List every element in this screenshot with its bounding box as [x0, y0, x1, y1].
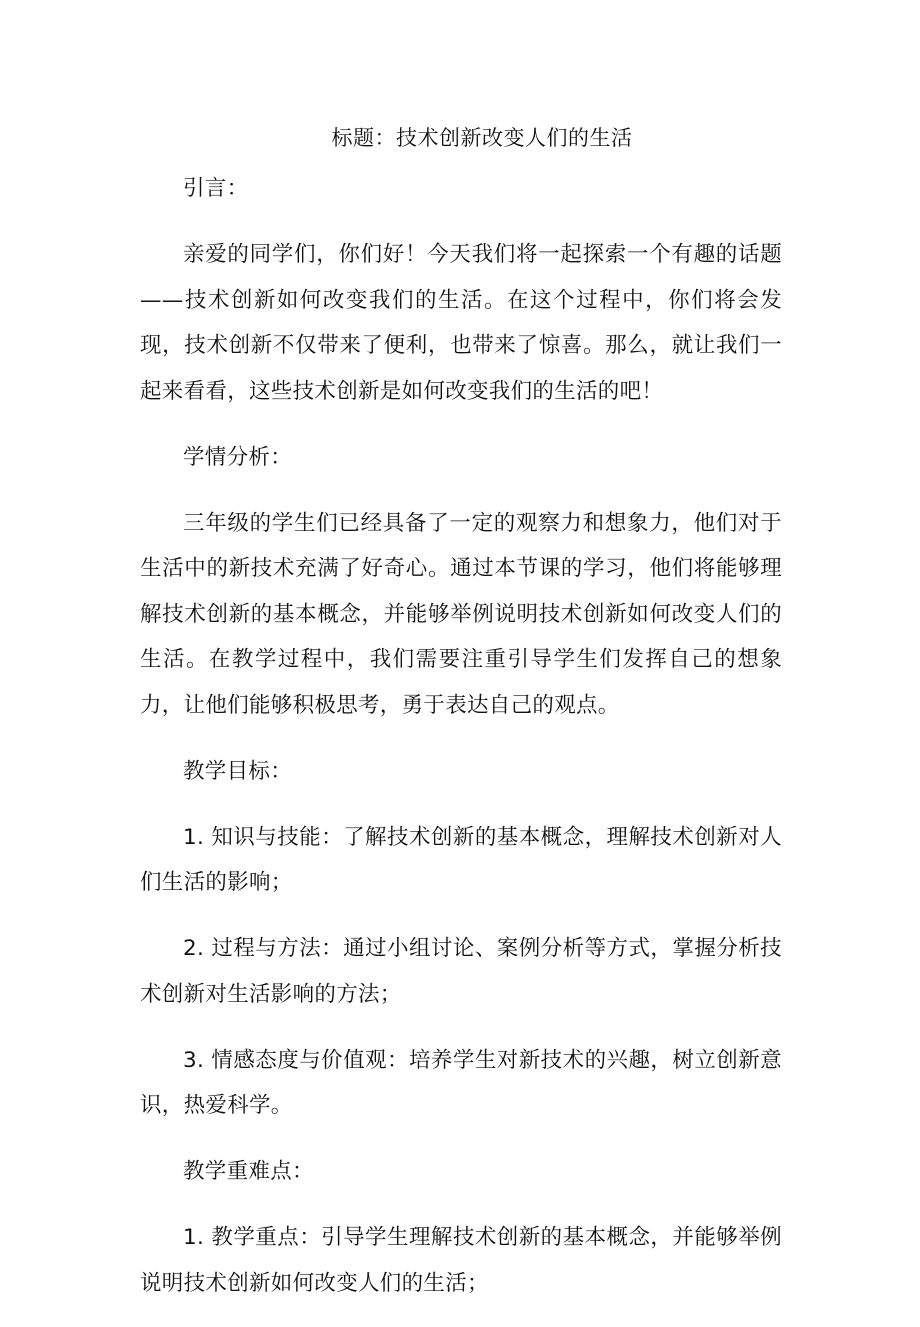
paragraph-introduction: 亲爱的同学们，你们好！今天我们将一起探索一个有趣的话题——技术创新如何改变我们的生活。在这个过程中，你们将会发现，技术创新不仅带来了便利，也带来了惊喜。那么，就让我们一起来看看，这些技术创新是如何改变我们的生活的吧！ [140, 242, 782, 404]
paragraph-student-analysis: 三年级的学生们已经具备了一定的观察力和想象力，他们对于生活中的新技术充满了好奇心。通过本节课的学习，他们将能够理解技术创新的基本概念，并能够举例说明技术创新如何改变人们的生活。在教学过程中，我们需要注重引导学生们发挥自己的想象力，让他们能够积极思考，勇于表达自己的观点。 [140, 510, 782, 718]
heading-introduction: 引言： [183, 176, 249, 201]
list-item-key-point: 1. 教学重点：引导学生理解技术创新的基本概念，并能够举例说明技术创新如何改变人们的生活； [140, 1225, 782, 1296]
list-item-goal-attitude: 3. 情感态度与价值观：培养学生对新技术的兴趣，树立创新意识，热爱科学。 [140, 1047, 782, 1118]
heading-teaching-goals: 教学目标： [183, 758, 293, 784]
list-item-goal-process: 2. 过程与方法：通过小组讨论、案例分析等方式，掌握分析技术创新对生活影响的方法； [140, 936, 782, 1007]
document-title: 标题：技术创新改变人们的生活 [331, 126, 633, 150]
document-body [140, 166, 782, 1327]
heading-student-analysis: 学情分析： [183, 444, 293, 470]
heading-key-points: 教学重难点： [183, 1159, 314, 1184]
list-item-goal-knowledge: 1. 知识与技能：了解技术创新的基本概念，理解技术创新对人们生活的影响； [140, 824, 782, 895]
